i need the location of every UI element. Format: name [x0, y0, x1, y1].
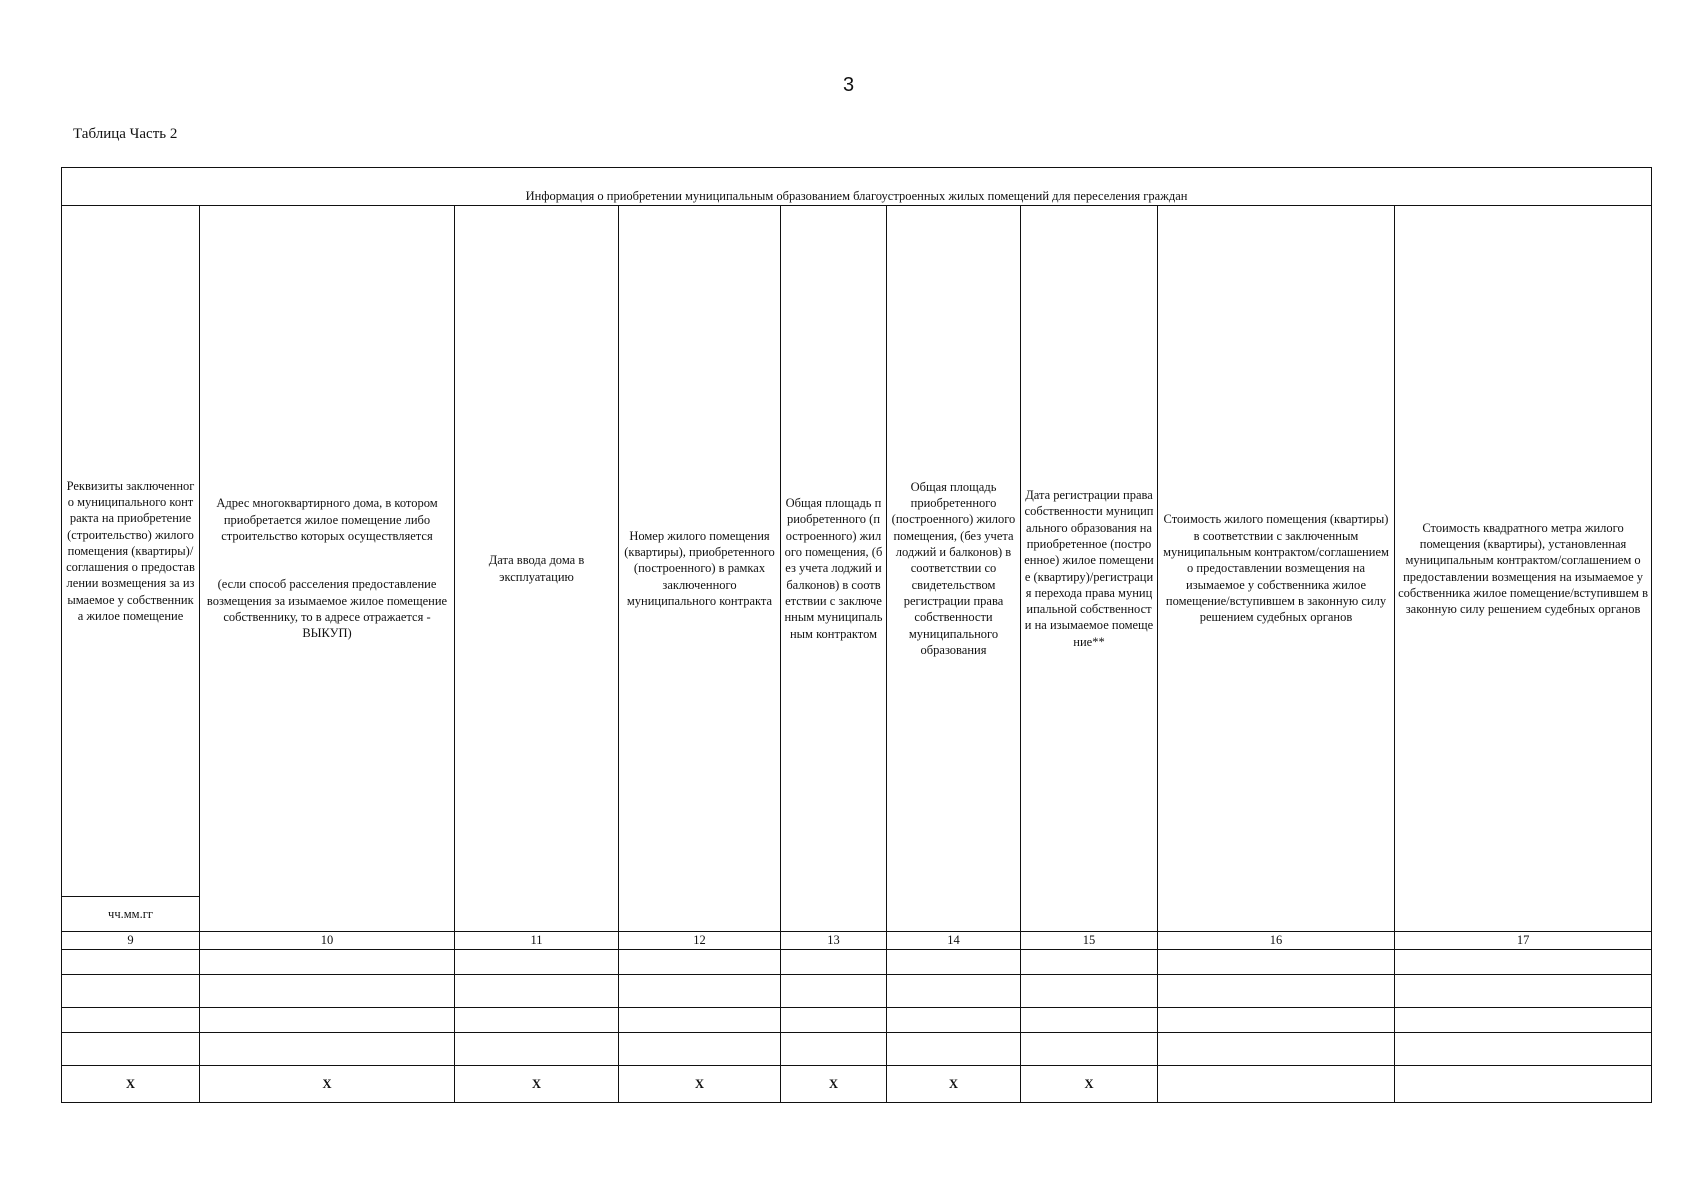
header-address — [200, 206, 455, 932]
table-row — [62, 1008, 1652, 1033]
x-mark-cell: X — [887, 1066, 1021, 1103]
table-cell[interactable] — [781, 975, 887, 1008]
table-cell[interactable] — [1395, 1008, 1652, 1033]
header-area-by-contract: Общая площадь приобретенного (построенного) жилого помещения, (без учета лоджий и балконов) в соответствии с заключенным муниципальным контрактом — [781, 206, 887, 932]
column-number: 10 — [200, 932, 455, 950]
table-cell[interactable] — [887, 950, 1021, 975]
column-number: 17 — [1395, 932, 1652, 950]
header-commissioning-date: Дата ввода дома в эксплуатацию — [455, 206, 619, 932]
table-cell[interactable] — [781, 1033, 887, 1066]
table-cell[interactable] — [1021, 975, 1158, 1008]
column-number: 9 — [62, 932, 200, 950]
table-cell[interactable] — [1158, 975, 1395, 1008]
column-numbers-row — [62, 932, 1652, 950]
table-cell[interactable] — [200, 950, 455, 975]
table-cell[interactable] — [619, 975, 781, 1008]
table-cell[interactable] — [455, 950, 619, 975]
table-title: Информация о приобретении муниципальным образованием благоустроенных жилых помещений для переселения граждан — [62, 168, 1652, 206]
table-cell[interactable] — [62, 975, 200, 1008]
date-format-cell: чч.мм.гг — [62, 897, 200, 932]
column-number: 16 — [1158, 932, 1395, 950]
header-address-note: (если способ расселения предоставление возмещения за изымаемое жилое помещение собственнику, то в адресе отражается - ВЫКУП) — [206, 577, 448, 641]
table-cell[interactable] — [1158, 950, 1395, 975]
table-cell[interactable] — [1158, 1033, 1395, 1066]
total-cost-cell[interactable] — [1158, 1066, 1395, 1103]
column-number: 13 — [781, 932, 887, 950]
column-number: 11 — [455, 932, 619, 950]
x-mark-cell: X — [455, 1066, 619, 1103]
table-cell[interactable] — [1395, 1033, 1652, 1066]
table-cell[interactable] — [62, 1008, 200, 1033]
x-mark-cell: X — [200, 1066, 455, 1103]
total-cost-per-sqm-cell[interactable] — [1395, 1066, 1652, 1103]
table-cell[interactable] — [887, 975, 1021, 1008]
table-cell[interactable] — [619, 950, 781, 975]
table-cell[interactable] — [619, 1033, 781, 1066]
table-cell[interactable] — [887, 1008, 1021, 1033]
table-cell[interactable] — [1395, 950, 1652, 975]
header-contract-details: Реквизиты заключенного муниципального контракта на приобретение (строительство) жилого помещения (квартиры)/соглашения о предоставлении возмещения за изымаемое у собственника жилое помещение — [62, 206, 200, 897]
header-area-by-certificate: Общая площадь приобретенного (построенного) жилого помещения, (без учета лоджий и балконов) в соответствии со свидетельством регистрации права собственности муниципального образования — [887, 206, 1021, 932]
header-address-text: Адрес многоквартирного дома, в котором приобретается жилое помещение либо строительство которых осуществляется — [216, 496, 438, 544]
x-mark-cell: X — [62, 1066, 200, 1103]
table-caption: Таблица Часть 2 — [73, 126, 178, 142]
x-mark-cell: X — [619, 1066, 781, 1103]
table-cell[interactable] — [200, 975, 455, 1008]
table-cell[interactable] — [455, 1008, 619, 1033]
table-cell[interactable] — [455, 1033, 619, 1066]
header-apartment-cost: Стоимость жилого помещения (квартиры) в соответствии с заключенным муниципальным контрактом/соглашением о предоставлении возмещения на изымаемое у собственника жилое помещение/вступившем в законную силу решением судебных органов — [1158, 206, 1395, 932]
x-mark-cell: X — [781, 1066, 887, 1103]
x-mark-cell: X — [1021, 1066, 1158, 1103]
header-cost-per-sqm: Стоимость квадратного метра жилого помещения (квартиры), установленная муниципальным контрактом/соглашением о предоставлении возмещения на изымаемое у собственника жилое помещение/вступившем в законную силу решением судебных органов — [1395, 206, 1652, 932]
table-cell[interactable] — [455, 975, 619, 1008]
table-cell[interactable] — [1021, 950, 1158, 975]
header-apartment-number: Номер жилого помещения (квартиры), приобретенного (построенного) в рамках заключенного муниципального контракта — [619, 206, 781, 932]
table-row — [62, 950, 1652, 975]
table-cell[interactable] — [1395, 975, 1652, 1008]
table-cell[interactable] — [781, 950, 887, 975]
table-cell[interactable] — [62, 950, 200, 975]
table-cell[interactable] — [1158, 1008, 1395, 1033]
table-cell[interactable] — [1021, 1008, 1158, 1033]
header-registration-date: Дата регистрации права собственности муниципального образования на приобретенное (построенное) жилое помещение (квартиру)/регистрация перехода права муниципальной собственности на изымаемое помещение** — [1021, 206, 1158, 932]
page-number: 3 — [842, 74, 855, 96]
table-cell[interactable] — [887, 1033, 1021, 1066]
table-cell[interactable] — [1021, 1033, 1158, 1066]
table-cell[interactable] — [62, 1033, 200, 1066]
column-number: 14 — [887, 932, 1021, 950]
table-cell[interactable] — [200, 1008, 455, 1033]
table-cell[interactable] — [200, 1033, 455, 1066]
column-number: 15 — [1021, 932, 1158, 950]
table-row — [62, 975, 1652, 1008]
total-row — [62, 1066, 1652, 1103]
resettlement-table — [61, 167, 1652, 1103]
table-row — [62, 1033, 1652, 1066]
table-cell[interactable] — [781, 1008, 887, 1033]
column-number: 12 — [619, 932, 781, 950]
table-cell[interactable] — [619, 1008, 781, 1033]
